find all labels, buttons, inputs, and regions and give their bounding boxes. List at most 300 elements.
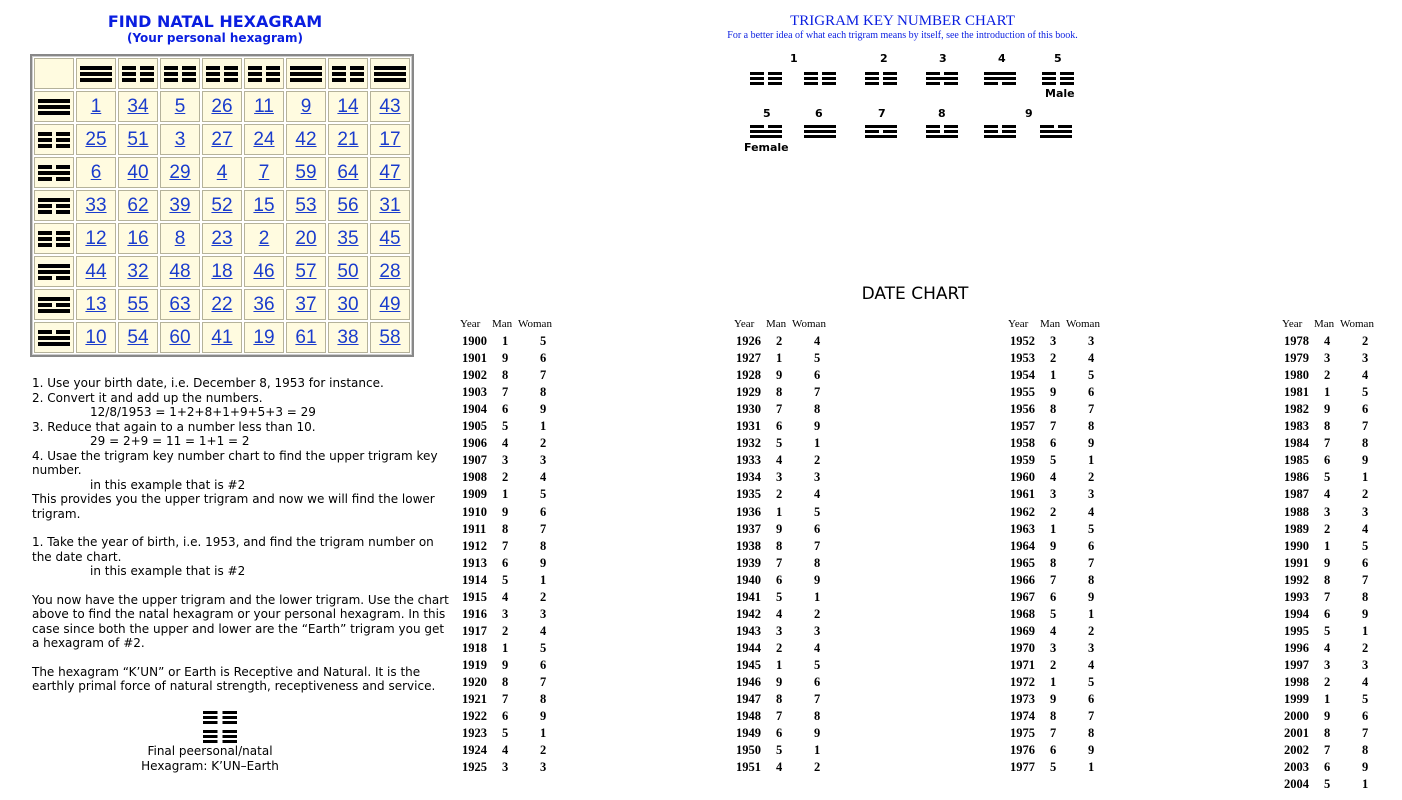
- year-cell: 1993: [1284, 589, 1309, 604]
- date-chart-row: [736, 623, 836, 640]
- year-cell: 1918: [462, 640, 487, 655]
- man-cell: 6: [776, 419, 783, 434]
- grid-cell: [76, 124, 116, 155]
- hexagram-link[interactable]: 63: [169, 293, 191, 315]
- grid-cell: [286, 190, 326, 221]
- key-number: 2: [880, 52, 888, 65]
- year-cell: 1911: [462, 521, 487, 536]
- hexagram-link[interactable]: 15: [253, 194, 275, 216]
- year-cell: 1917: [462, 623, 487, 638]
- man-cell: 5: [502, 419, 509, 434]
- grid-cell: [370, 289, 410, 320]
- man-cell: 8: [1050, 709, 1057, 724]
- hexagram-link[interactable]: 6: [90, 161, 102, 183]
- date-chart-row: [1010, 504, 1110, 521]
- year-cell: 2003: [1284, 760, 1309, 775]
- year-cell: 1965: [1010, 555, 1035, 570]
- woman-cell: 9: [540, 555, 547, 570]
- hexagram-link[interactable]: 31: [379, 194, 401, 216]
- hexagram-link[interactable]: 16: [127, 227, 149, 249]
- year-cell: 1963: [1010, 521, 1035, 536]
- hexagram-link[interactable]: 17: [379, 128, 401, 150]
- date-chart-row: [1284, 623, 1384, 640]
- date-chart-row: [736, 469, 836, 486]
- grid-row: [34, 124, 410, 155]
- man-cell: 2: [1324, 675, 1331, 689]
- hexagram-link[interactable]: 24: [253, 128, 275, 150]
- grid-cell: [76, 91, 116, 122]
- instructions: [32, 376, 452, 694]
- hexagram-link[interactable]: 3: [174, 128, 186, 150]
- man-cell: 2: [1324, 521, 1331, 536]
- hexagram-link[interactable]: 19: [253, 326, 275, 348]
- woman-cell: 5: [1088, 675, 1095, 689]
- year-cell: 1930: [736, 402, 761, 417]
- date-chart-header-cell: Year: [734, 318, 755, 330]
- hexagram-link[interactable]: 12: [85, 227, 107, 249]
- woman-cell: 2: [1362, 487, 1369, 502]
- year-cell: 2004: [1284, 777, 1309, 792]
- date-chart-row: [1010, 333, 1110, 350]
- year-cell: 1956: [1010, 402, 1035, 417]
- man-cell: 1: [1324, 692, 1331, 707]
- grid-cell: [160, 223, 200, 254]
- date-chart-row: [1010, 435, 1110, 452]
- hexagram-link[interactable]: 41: [211, 326, 233, 348]
- man-cell: 7: [776, 402, 783, 417]
- hexagram-link[interactable]: 39: [169, 194, 191, 216]
- date-chart-row: [1284, 606, 1384, 623]
- year-cell: 1970: [1010, 640, 1035, 655]
- year-cell: 1913: [462, 555, 487, 570]
- grid-cell: [118, 91, 158, 122]
- man-cell: 5: [776, 436, 783, 451]
- hexagram-link[interactable]: 35: [337, 227, 359, 249]
- instruction-line: in this example that is #2: [90, 564, 246, 578]
- hexagram-link[interactable]: 48: [169, 260, 191, 282]
- year-cell: 1985: [1284, 453, 1309, 468]
- date-chart-row: [736, 418, 836, 435]
- grid-cell: [76, 256, 116, 287]
- man-cell: 5: [502, 572, 509, 587]
- year-cell: 1982: [1284, 402, 1309, 417]
- date-chart-row: [1284, 504, 1384, 521]
- year-cell: 1905: [462, 419, 487, 434]
- date-chart-row: [736, 486, 836, 503]
- year-cell: 1934: [736, 470, 761, 485]
- woman-cell: 9: [1088, 589, 1095, 604]
- hexagram-link[interactable]: 58: [379, 326, 401, 348]
- man-cell: 5: [1050, 760, 1057, 775]
- hexagram-link[interactable]: 28: [379, 260, 401, 282]
- year-cell: 1906: [462, 436, 487, 451]
- woman-cell: 5: [540, 334, 547, 348]
- year-cell: 1984: [1284, 436, 1309, 451]
- year-cell: 1961: [1010, 487, 1035, 502]
- year-cell: 1916: [462, 606, 487, 621]
- man-cell: 2: [1050, 657, 1057, 672]
- year-cell: 1959: [1010, 453, 1035, 468]
- woman-cell: 9: [1088, 743, 1095, 758]
- woman-cell: 1: [1088, 606, 1095, 621]
- grid-cell: [202, 190, 242, 221]
- key-number: 3: [939, 52, 947, 65]
- date-chart-row: [1284, 452, 1384, 469]
- date-chart-row: [462, 350, 562, 367]
- date-chart-row: [736, 333, 836, 350]
- date-chart-row: [1284, 674, 1384, 691]
- trigram-key-title: TRIGRAM KEY NUMBER CHART: [790, 13, 1015, 29]
- hexagram-link[interactable]: 27: [211, 128, 233, 150]
- date-chart-row: [1284, 469, 1384, 486]
- man-cell: 7: [1324, 436, 1331, 451]
- woman-cell: 7: [1088, 555, 1095, 570]
- woman-cell: 5: [814, 657, 821, 672]
- hexagram-link[interactable]: 1: [90, 95, 102, 117]
- grid-row: [34, 157, 410, 188]
- man-cell: 8: [1324, 419, 1331, 434]
- grid-cell: [286, 322, 326, 353]
- date-chart-header-cell: Man: [1040, 318, 1061, 330]
- grid-cell: [370, 223, 410, 254]
- grid-cell: [202, 256, 242, 287]
- man-cell: 6: [1050, 589, 1057, 604]
- date-chart-row: [1010, 759, 1110, 776]
- year-cell: 1994: [1284, 606, 1309, 621]
- man-cell: 6: [502, 709, 509, 724]
- spacer: [32, 521, 452, 535]
- hexagram-link[interactable]: 33: [85, 194, 107, 216]
- man-cell: 4: [1324, 640, 1331, 655]
- date-chart-row: [736, 504, 836, 521]
- date-chart-row: [462, 606, 562, 623]
- hexagram-link[interactable]: 40: [127, 161, 149, 183]
- date-chart-row: [462, 759, 562, 776]
- hexagram-link[interactable]: 23: [211, 227, 233, 249]
- instruction-line: This provides you the upper trigram and now we will find the lower trigram.: [32, 492, 435, 521]
- hexagram-link[interactable]: 47: [379, 161, 401, 183]
- date-chart-row: [736, 435, 836, 452]
- hexagram-link[interactable]: 21: [337, 128, 359, 150]
- woman-cell: 1: [540, 572, 547, 587]
- hexagram-link[interactable]: 46: [253, 260, 275, 282]
- year-cell: 1951: [736, 760, 761, 775]
- hexagram-link[interactable]: 18: [211, 260, 233, 282]
- man-cell: 4: [776, 606, 783, 621]
- year-cell: 1986: [1284, 470, 1309, 485]
- woman-cell: 2: [814, 760, 821, 775]
- hexagram-link[interactable]: 10: [85, 326, 107, 348]
- lower-trigram-icon: [38, 163, 70, 183]
- grid-cell: [160, 190, 200, 221]
- grid-cell: [286, 289, 326, 320]
- hexagram-upper-icon: [203, 709, 237, 726]
- hexagram-link[interactable]: 7: [258, 161, 270, 183]
- year-cell: 1966: [1010, 572, 1035, 587]
- hexagram-link[interactable]: 44: [85, 260, 107, 282]
- hexagram-link[interactable]: 51: [127, 128, 149, 150]
- year-cell: 1958: [1010, 436, 1035, 451]
- man-cell: 7: [1050, 726, 1057, 741]
- grid-cell: [328, 190, 368, 221]
- date-chart-row: [1284, 367, 1384, 384]
- hexagram-link[interactable]: 45: [379, 227, 401, 249]
- upper-trigram-icon: [248, 64, 280, 84]
- grid-cell: [370, 157, 410, 188]
- year-cell: 1945: [736, 657, 761, 672]
- year-cell: 1940: [736, 572, 761, 587]
- year-cell: 1944: [736, 640, 761, 655]
- date-chart-row: [462, 521, 562, 538]
- man-cell: 3: [1050, 334, 1057, 348]
- date-chart-row: [1284, 691, 1384, 708]
- man-cell: 9: [1050, 538, 1057, 553]
- grid-cell: [244, 190, 284, 221]
- date-chart-row: [736, 367, 836, 384]
- man-cell: 2: [502, 623, 509, 638]
- woman-cell: 4: [814, 334, 821, 348]
- hexagram-link[interactable]: 64: [337, 161, 359, 183]
- grid-cell: [118, 190, 158, 221]
- grid-header-cell: [244, 58, 284, 89]
- date-chart-row: [736, 691, 836, 708]
- hexagram-lower-icon: [203, 728, 237, 745]
- grid-row: [34, 289, 410, 320]
- woman-cell: 5: [1088, 368, 1095, 383]
- date-chart-row: [462, 384, 562, 401]
- year-cell: 1987: [1284, 487, 1309, 502]
- upper-trigram-icon: [374, 64, 406, 84]
- woman-cell: 9: [814, 726, 821, 741]
- hexagram-link[interactable]: 29: [169, 161, 191, 183]
- hexagram-link[interactable]: 5: [174, 95, 186, 117]
- date-chart-row: [1010, 555, 1110, 572]
- date-chart-row: [736, 555, 836, 572]
- date-chart-header-cell: Woman: [792, 318, 826, 330]
- woman-cell: 1: [1362, 623, 1369, 638]
- upper-trigram-icon: [122, 64, 154, 84]
- key-trigram-icon: [750, 123, 782, 140]
- date-chart-row: [462, 418, 562, 435]
- year-cell: 1939: [736, 555, 761, 570]
- year-cell: 1949: [736, 726, 761, 741]
- lower-trigram-icon: [38, 295, 70, 315]
- grid-row-header: [34, 91, 74, 122]
- date-chart-row: [1284, 759, 1384, 776]
- female-label: Female: [744, 141, 789, 154]
- date-chart-row: [1284, 555, 1384, 572]
- final-caption: [110, 744, 310, 773]
- date-chart-row: [1284, 742, 1384, 759]
- date-chart-row: [1010, 691, 1110, 708]
- man-cell: 3: [776, 623, 783, 638]
- year-cell: 1979: [1284, 351, 1309, 366]
- man-cell: 3: [776, 470, 783, 485]
- hexagram-link[interactable]: 61: [295, 326, 317, 348]
- woman-cell: 6: [1088, 538, 1095, 553]
- woman-cell: 7: [1088, 709, 1095, 724]
- hexagram-link[interactable]: 13: [85, 293, 107, 315]
- date-chart-row: [1010, 401, 1110, 418]
- date-chart-row: [736, 350, 836, 367]
- grid-cell: [202, 157, 242, 188]
- year-cell: 1978: [1284, 334, 1309, 348]
- hexagram-link[interactable]: 9: [300, 95, 312, 117]
- woman-cell: 7: [540, 675, 547, 689]
- man-cell: 8: [1050, 402, 1057, 417]
- grid-cell: [160, 322, 200, 353]
- grid-cell: [160, 157, 200, 188]
- woman-cell: 8: [1088, 726, 1095, 741]
- grid-cell: [370, 322, 410, 353]
- hexagram-link[interactable]: 54: [127, 326, 149, 348]
- date-chart-row: [462, 674, 562, 691]
- hexagram-link[interactable]: 32: [127, 260, 149, 282]
- hexagram-link[interactable]: 25: [85, 128, 107, 150]
- man-cell: 3: [1324, 657, 1331, 672]
- year-cell: 1910: [462, 504, 487, 519]
- grid-cell: [118, 157, 158, 188]
- year-cell: 1912: [462, 538, 487, 553]
- instruction-line: in this example that is #2: [90, 477, 246, 492]
- hexagram-link[interactable]: 14: [337, 95, 359, 117]
- year-cell: 1996: [1284, 640, 1309, 655]
- man-cell: 5: [1324, 623, 1331, 638]
- man-cell: 7: [502, 538, 509, 553]
- year-cell: 1962: [1010, 504, 1035, 519]
- date-chart-row: [1010, 589, 1110, 606]
- hexagram-link[interactable]: 36: [253, 293, 275, 315]
- grid-cell: [328, 289, 368, 320]
- man-cell: 4: [502, 589, 509, 604]
- year-cell: 1981: [1284, 385, 1309, 400]
- date-chart-row: [462, 640, 562, 657]
- man-cell: 4: [1050, 470, 1057, 485]
- date-chart-row: [462, 367, 562, 384]
- hexagram-link[interactable]: 62: [127, 194, 149, 216]
- hexagram-link[interactable]: 60: [169, 326, 191, 348]
- hexagram-link[interactable]: 2: [258, 227, 270, 249]
- grid-row-header: [34, 289, 74, 320]
- hexagram-link[interactable]: 4: [216, 161, 228, 183]
- hexagram-link[interactable]: 53: [295, 194, 317, 216]
- woman-cell: 2: [540, 436, 547, 451]
- year-cell: 1995: [1284, 623, 1309, 638]
- date-chart-row: [1284, 435, 1384, 452]
- year-cell: 1909: [462, 487, 487, 502]
- year-cell: 1983: [1284, 419, 1309, 434]
- woman-cell: 7: [814, 692, 821, 707]
- hexagram-link[interactable]: 59: [295, 161, 317, 183]
- grid-cell: [286, 256, 326, 287]
- male-label: Male: [1045, 87, 1075, 100]
- man-cell: 6: [1324, 760, 1331, 775]
- hexagram-link[interactable]: 57: [295, 260, 317, 282]
- date-chart-row: [1010, 384, 1110, 401]
- man-cell: 2: [502, 470, 509, 485]
- woman-cell: 2: [1088, 623, 1095, 638]
- instruction-line: 1. Use your birth date, i.e. December 8, 1953 for instance.: [32, 376, 384, 390]
- date-chart-row: [736, 572, 836, 589]
- hexagram-link[interactable]: 26: [211, 95, 233, 117]
- key-number: 5: [1054, 52, 1062, 65]
- hexagram-link[interactable]: 43: [379, 95, 401, 117]
- grid-cell: [118, 289, 158, 320]
- year-cell: 1975: [1010, 726, 1035, 741]
- hexagram-link[interactable]: 22: [211, 293, 233, 315]
- key-number: 5: [763, 107, 771, 120]
- date-chart-row: [462, 623, 562, 640]
- date-chart-header-cell: Year: [460, 318, 481, 330]
- hexagram-link[interactable]: 56: [337, 194, 359, 216]
- hexagram-link[interactable]: 34: [127, 95, 149, 117]
- hexagram-link[interactable]: 50: [337, 260, 359, 282]
- date-chart-row: [1284, 657, 1384, 674]
- hexagram-link[interactable]: 55: [127, 293, 149, 315]
- hexagram-link[interactable]: 30: [337, 293, 359, 315]
- man-cell: 5: [1050, 606, 1057, 621]
- instruction-line: 2. Convert it and add up the numbers.: [32, 390, 263, 405]
- grid-cell: [160, 289, 200, 320]
- hexagram-link[interactable]: 42: [295, 128, 317, 150]
- instruction-line: 12/8/1953 = 1+2+8+1+9+5+3 = 29: [90, 405, 316, 419]
- year-cell: 1920: [462, 675, 487, 689]
- year-cell: 1907: [462, 453, 487, 468]
- grid-cell: [370, 91, 410, 122]
- date-chart-row: [1010, 623, 1110, 640]
- hexagram-link[interactable]: 8: [174, 227, 186, 249]
- date-chart-row: [1010, 469, 1110, 486]
- year-cell: 1943: [736, 623, 761, 638]
- date-chart-row: [736, 759, 836, 776]
- hexagram-link[interactable]: 52: [211, 194, 233, 216]
- woman-cell: 3: [540, 453, 547, 468]
- year-cell: 1932: [736, 436, 761, 451]
- year-cell: 1937: [736, 521, 761, 536]
- woman-cell: 5: [540, 487, 547, 502]
- year-cell: 2000: [1284, 709, 1309, 724]
- key-trigram-icon: [984, 70, 1016, 87]
- hexagram-link[interactable]: 38: [337, 326, 359, 348]
- woman-cell: 4: [540, 623, 547, 638]
- instruction-line: 3. Reduce that again to a number less than 10.: [32, 419, 316, 434]
- year-cell: 1974: [1010, 709, 1035, 724]
- hexagram-link[interactable]: 49: [379, 293, 401, 315]
- date-chart-row: [1010, 606, 1110, 623]
- grid-cell: [328, 91, 368, 122]
- woman-cell: 4: [1362, 368, 1369, 383]
- woman-cell: 6: [1362, 402, 1369, 417]
- grid-row-header: [34, 322, 74, 353]
- man-cell: 1: [1050, 675, 1057, 689]
- date-chart-row: [1010, 350, 1110, 367]
- grid-cell: [328, 124, 368, 155]
- hexagram-link[interactable]: 37: [295, 293, 317, 315]
- key-trigram-icon: [1042, 70, 1074, 87]
- year-cell: 1902: [462, 368, 487, 383]
- woman-cell: 9: [814, 419, 821, 434]
- hexagram-link[interactable]: 11: [254, 95, 274, 117]
- date-chart-row: [462, 742, 562, 759]
- lower-trigram-icon: [38, 328, 70, 348]
- year-cell: 1931: [736, 419, 761, 434]
- man-cell: 4: [502, 436, 509, 451]
- woman-cell: 8: [814, 709, 821, 724]
- year-cell: 1948: [736, 709, 761, 724]
- man-cell: 9: [502, 504, 509, 519]
- grid-row: [34, 322, 410, 353]
- hexagram-link[interactable]: 20: [295, 227, 317, 249]
